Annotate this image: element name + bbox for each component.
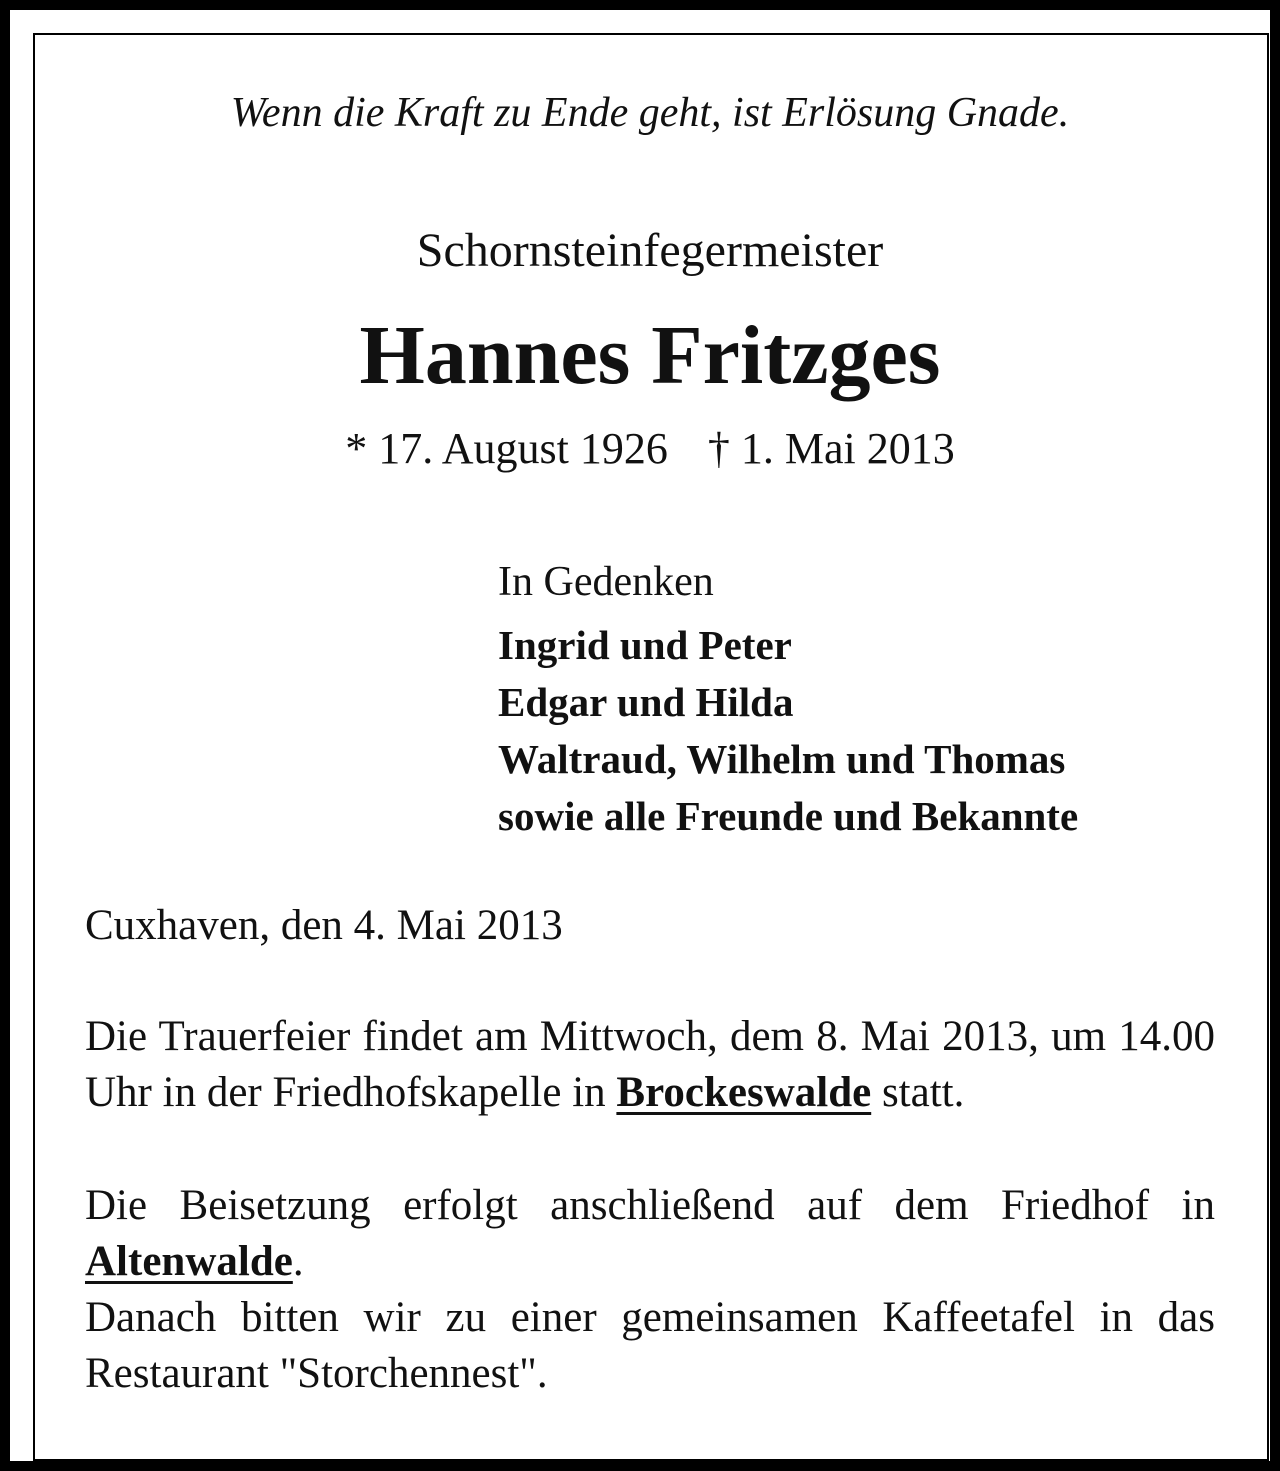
death-date: † 1. Mai 2013 [707, 424, 955, 473]
ceremony-text: Die Trauerfeier findet am Mittwoch, dem 8. Mai 2013, um 14.00 Uhr in der Friedhofskapelle in [85, 1013, 1215, 1116]
mourner-line: sowie alle Freunde und Bekannte [498, 793, 1079, 839]
burial-location: Altenwalde [85, 1238, 293, 1285]
deceased-name: Hannes Fritzges [359, 309, 941, 402]
ceremony-location: Brockeswalde [616, 1069, 872, 1116]
profession: Schornsteinfegermeister [416, 224, 884, 277]
motto: Wenn die Kraft zu Ende geht, ist Erlösung Gnade. [230, 90, 1070, 136]
burial-paragraph [85, 1178, 1215, 1290]
mourner-line: Edgar und Hilda [498, 679, 794, 725]
reception-paragraph: Danach bitten wir zu einer gemeinsamen Kaffeetafel in das Restaurant "Storchennest". [85, 1294, 1215, 1397]
ceremony-paragraph [85, 1009, 1215, 1121]
ceremony-text-end: statt. [871, 1069, 965, 1116]
memory-label: In Gedenken [498, 559, 714, 605]
burial-text-end: . [292, 1238, 304, 1285]
place-date: Cuxhaven, den 4. Mai 2013 [85, 902, 563, 949]
birth-date: * 17. August 1926 [345, 424, 668, 473]
mourner-line: Ingrid und Peter [498, 622, 792, 668]
life-dates [10, 421, 1280, 477]
burial-text: Die Beisetzung erfolgt anschließend auf dem Friedhof in [85, 1182, 1215, 1229]
mourner-line: Waltraud, Wilhelm und Thomas [498, 736, 1066, 782]
mourners-list [498, 617, 1078, 845]
